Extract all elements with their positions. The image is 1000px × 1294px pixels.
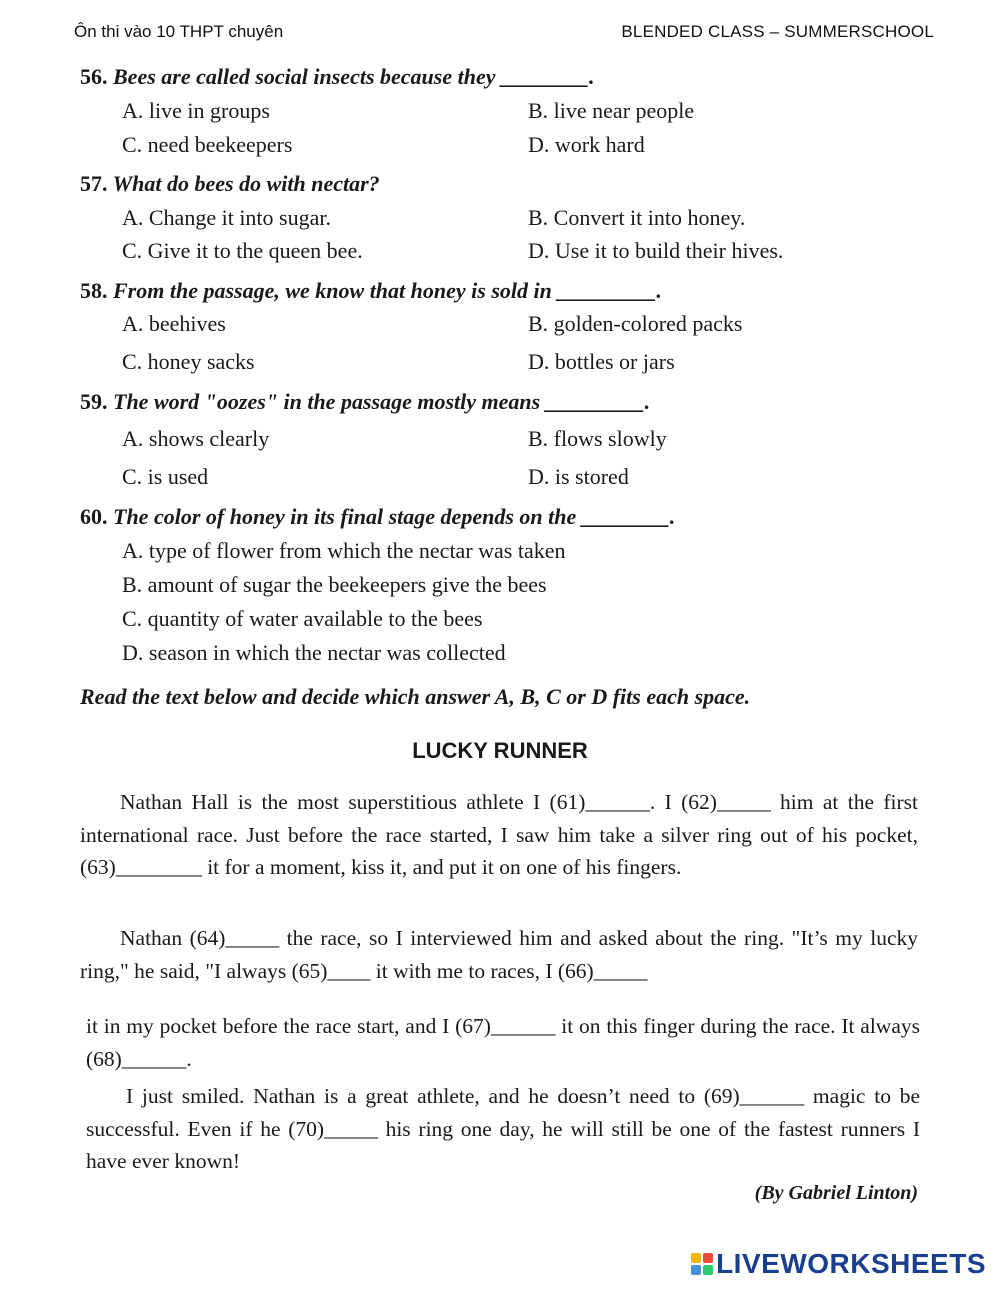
question-56: [80, 64, 594, 90]
passage-title: LUCKY RUNNER: [412, 738, 588, 763]
byline: (By Gabriel Linton): [754, 1182, 918, 1204]
question-number: 59.: [80, 389, 108, 414]
option-60-b[interactable]: B. amount of sugar the beekeepers give the bees: [122, 572, 547, 597]
option-58-c[interactable]: C. honey sacks: [122, 349, 255, 374]
logo-grid-icon: [691, 1253, 713, 1275]
option-56-c[interactable]: C. need beekeepers: [122, 132, 293, 157]
option-58-d[interactable]: D. bottles or jars: [528, 349, 675, 374]
passage-paragraph-1: [80, 786, 918, 884]
question-text: What do bees do with nectar?: [112, 171, 380, 196]
option-59-b[interactable]: B. flows slowly: [528, 426, 667, 451]
paragraph-text: Nathan (64)_____ the race, so I interviewed him and asked about the ring. "It’s my lucky ring," he said, "I always (65)____ it with me to races, I (66)_____: [80, 926, 918, 983]
question-text: From the passage, we know that honey is sold in _________.: [113, 278, 662, 303]
option-57-a[interactable]: A. Change it into sugar.: [122, 205, 331, 230]
question-text: Bees are called social insects because they ________.: [113, 64, 595, 89]
paragraph-text: it in my pocket before the race start, and I (67)______ it on this finger during the race. It always (68)______.: [86, 1014, 920, 1071]
instruction: Read the text below and decide which answer A, B, C or D fits each space.: [80, 684, 751, 709]
option-56-b[interactable]: B. live near people: [528, 98, 695, 123]
passage-paragraph-2: [80, 922, 918, 987]
question-59: [80, 389, 650, 415]
question-number: 58.: [80, 278, 108, 303]
paragraph-text: I just smiled. Nathan is a great athlete, and he doesn’t need to (69)______ magic to be successful. Even if he (70)_____ his ring one day, he will still be one of the fastest runners I have ever known!: [86, 1084, 920, 1173]
option-58-a[interactable]: A. beehives: [122, 311, 226, 336]
question-60: [80, 504, 675, 530]
header-left: Ôn thi vào 10 THPT chuyên: [74, 22, 284, 41]
option-57-c[interactable]: C. Give it to the queen bee.: [122, 238, 363, 263]
question-58: [80, 278, 662, 304]
option-58-b[interactable]: B. golden-colored packs: [528, 311, 743, 336]
question-text: The color of honey in its final stage depends on the ________.: [113, 504, 676, 529]
passage-paragraph-3: [86, 1010, 920, 1075]
option-60-a[interactable]: A. type of flower from which the nectar was taken: [122, 538, 566, 563]
option-60-d[interactable]: D. season in which the nectar was collected: [122, 640, 506, 665]
option-59-d[interactable]: D. is stored: [528, 464, 629, 489]
option-59-a[interactable]: A. shows clearly: [122, 426, 270, 451]
question-text: The word "oozes" in the passage mostly means _________.: [113, 389, 651, 414]
question-57: [80, 171, 380, 197]
option-57-b[interactable]: B. Convert it into honey.: [528, 205, 746, 230]
option-57-d[interactable]: D. Use it to build their hives.: [528, 238, 784, 263]
logo-text: LIVEWORKSHEETS: [716, 1248, 986, 1279]
paragraph-text: Nathan Hall is the most superstitious athlete I (61)______. I (62)_____ him at the first international race. Just before the race started, I saw him take a silver ring out of his pocket, (63)________ it for a moment, kiss it, and put it on one of his fingers.: [80, 790, 918, 879]
header-right: BLENDED CLASS – SUMMERSCHOOL: [621, 22, 934, 41]
question-number: 56.: [80, 64, 108, 89]
option-56-a[interactable]: A. live in groups: [122, 98, 270, 123]
option-56-d[interactable]: D. work hard: [528, 132, 645, 157]
question-number: 57.: [80, 171, 108, 196]
question-number: 60.: [80, 504, 108, 529]
option-60-c[interactable]: C. quantity of water available to the bees: [122, 606, 483, 631]
liveworksheets-logo: [691, 1248, 986, 1280]
passage-paragraph-4: [86, 1080, 920, 1178]
option-59-c[interactable]: C. is used: [122, 464, 209, 489]
